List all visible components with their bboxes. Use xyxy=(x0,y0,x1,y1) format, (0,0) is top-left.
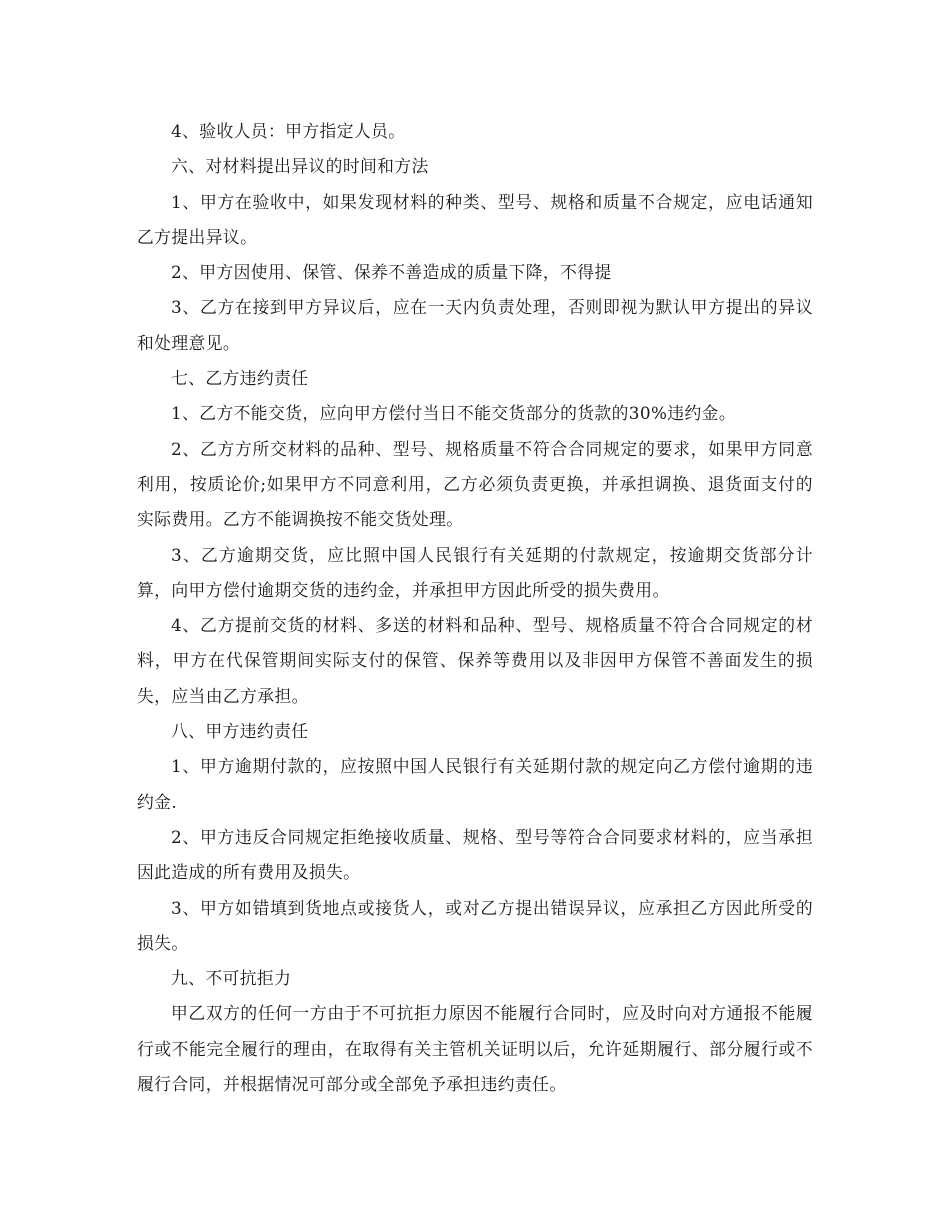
list-item-party-a-2: 2、甲方违反合同规定拒绝接收质量、规格、型号等符合合同要求材料的，应当承担因此造成的所有费用及损失。 xyxy=(137,826,813,883)
list-item-party-a-3: 3、甲方如错填到货地点或接货人，或对乙方提出错误异议，应承担乙方因此所受的损失。 xyxy=(137,897,813,953)
list-item-party-b-3: 3、乙方逾期交货，应比照中国人民银行有关延期的付款规定，按逾期交货部分计算，向甲方偿付逾期交货的违约金，并承担甲方因此所受的损失费用。 xyxy=(137,544,813,600)
list-item-objection-3: 3、乙方在接到甲方异议后，应在一天内负责处理，否则即视为默认甲方提出的异议和处理意见。 xyxy=(137,297,813,353)
list-item-party-b-4: 4、乙方提前交货的材料、多送的材料和品种、型号、规格质量不符合合同规定的材料，甲方在代保管期间实际支付的保管、保养等费用以及非因甲方保管不善面发生的损失，应当由乙方承担。 xyxy=(137,615,813,706)
list-item-acceptance-personnel: 4、验收人员：甲方指定人员。 xyxy=(171,121,406,141)
section-heading-party-b-liability: 七、乙方违约责任 xyxy=(171,368,309,389)
paragraph-force-majeure: 甲乙双方的任何一方由于不可抗拒力原因不能履行合同时，应及时向对方通报不能履行或不能完全履行的理由，在取得有关主管机关证明以后，允许延期履行、部分履行或不履行合同，并根据情况可部分或全部免予承担违约责任。 xyxy=(137,1003,813,1095)
section-heading-objection: 六、对材料提出异议的时间和方法 xyxy=(171,156,429,177)
document-body xyxy=(137,114,813,1102)
list-item-objection-1: 1、甲方在验收中，如果发现材料的种类、型号、规格和质量不合规定，应电话通知乙方提出异议。 xyxy=(137,191,813,247)
section-heading-force-majeure: 九、不可抗拒力 xyxy=(171,968,292,989)
list-item-party-a-1: 1、甲方逾期付款的，应按照中国人民银行有关延期付款的规定向乙方偿付逾期的违约金. xyxy=(137,756,813,812)
list-item-party-b-2: 2、乙方方所交材料的品种、型号、规格质量不符合合同规定的要求，如果甲方同意利用，按质论价;如果甲方不同意利用，乙方必须负责更换，并承担调换、退货面支付的实际费用。乙方不能调换按不能交货处理。 xyxy=(137,438,813,530)
section-heading-party-a-liability: 八、甲方违约责任 xyxy=(171,721,309,742)
list-item-party-b-1: 1、乙方不能交货，应向甲方偿付当日不能交货部分的货款的30%违约金。 xyxy=(171,403,737,424)
list-item-objection-2: 2、甲方因使用、保管、保养不善造成的质量下降，不得提 xyxy=(171,262,612,283)
